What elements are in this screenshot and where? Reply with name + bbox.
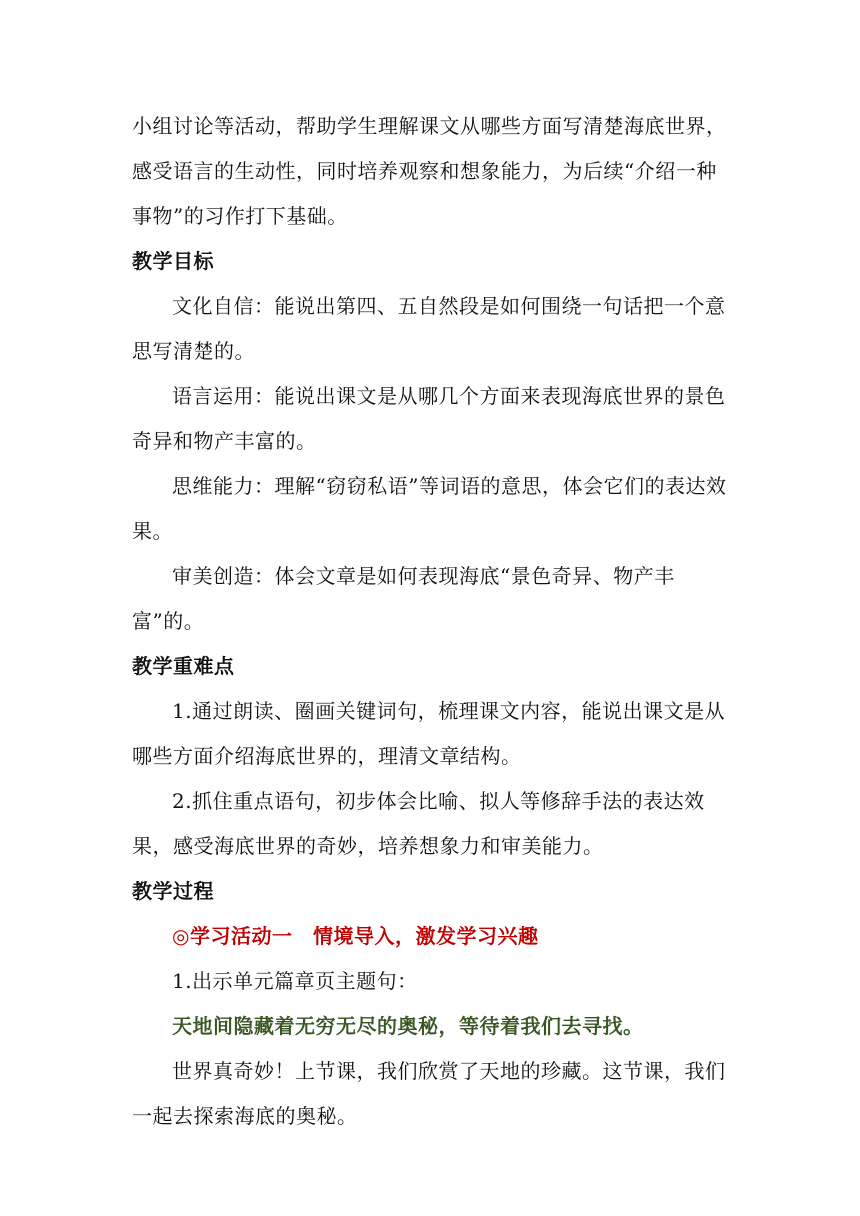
goal-culture: 文化自信：能说出第四、五自然段是如何围绕一句话把一个意思写清楚的。 xyxy=(132,294,726,363)
intro-paragraph: 小组讨论等活动，帮助学生理解课文从哪些方面写清楚海底世界，感受语言的生动性，同时培养观察和想象能力，为后续“介绍一种事物”的习作打下基础。 xyxy=(132,114,727,228)
process-heading: 教学过程 xyxy=(132,879,214,903)
goals-heading: 教学目标 xyxy=(132,249,214,273)
goal-aesthetic: 审美创造：体会文章是如何表现海底“景色奇异、物产丰富”的。 xyxy=(132,564,675,633)
process-paragraph: 世界真奇妙！上节课，我们欣赏了天地的珍藏。这节课，我们一起去探索海底的奥秘。 xyxy=(132,1059,726,1128)
key-point-1: 1.通过朗读、圈画关键词句，梳理课文内容，能说出课文是从哪些方面介绍海底世界的，理清文章结构。 xyxy=(132,699,726,768)
goal-thinking: 思维能力：理解“窃窃私语”等词语的意思，体会它们的表达效果。 xyxy=(132,474,727,543)
theme-quote: 天地间隐藏着无穷无尽的奥秘，等待着我们去寻找。 xyxy=(172,1014,644,1038)
activity-title: ◎学习活动一 情境导入，激发学习兴趣 xyxy=(172,924,539,948)
process-step-1: 1.出示单元篇章页主题句： xyxy=(172,969,418,993)
key-point-2: 2.抓住重点语句，初步体会比喻、拟人等修辞手法的表达效果，感受海底世界的奇妙，培养想象力和审美能力。 xyxy=(132,789,705,858)
document-page xyxy=(132,104,732,1139)
goal-language: 语言运用：能说出课文是从哪几个方面来表现海底世界的景色奇异和物产丰富的。 xyxy=(132,384,726,453)
key-points-heading: 教学重难点 xyxy=(132,654,235,678)
